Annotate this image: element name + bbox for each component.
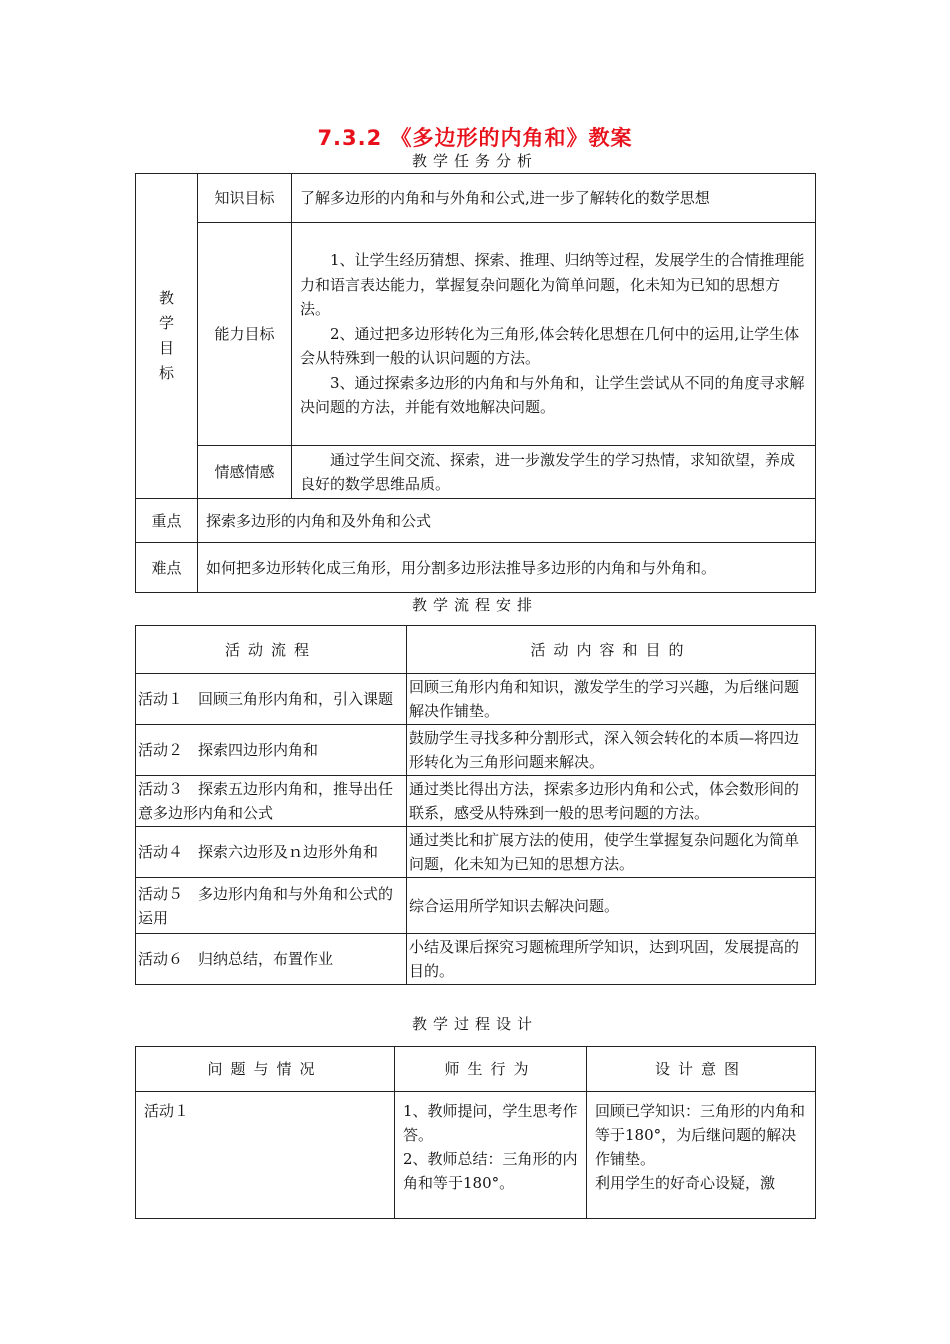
section-heading-task-analysis: 教学任务分析 [411,152,538,170]
flow-activity-cell: 活动１ 回顾三角形内角和，引入课题 [136,674,407,725]
section-heading-flow: 教学流程安排 [411,596,538,614]
process-header-problem: 问题与情况 [136,1047,395,1092]
process-header-actions: 师生行为 [395,1047,587,1092]
knowledge-goal-label: 知识目标 [198,174,292,223]
flow-header-purpose: 活动内容和目的 [407,626,816,674]
flow-purpose-cell: 通过类比得出方法，探索多边形内角和公式，体会数形间的联系，感受从特殊到一般的思考问题的方法。 [407,776,816,827]
flow-purpose-cell: 鼓励学生寻找多种分割形式，深入领会转化的本质—将四边形转化为三角形问题来解决。 [407,725,816,776]
flow-activity-cell: 活动３ 探索五边形内角和，推导出任意多边形内角和公式 [136,776,407,827]
ability-goal-paragraph: 3、通过探索多边形的内角和与外角和，让学生尝试从不同的角度寻求解决问题的方法，并能有效地解决问题。 [300,373,805,417]
flow-purpose-cell: 综合运用所学知识去解决问题。 [407,878,816,934]
flow-purpose-cell: 回顾三角形内角和知识，激发学生的学习兴趣，为后继问题解决作铺垫。 [407,674,816,725]
process-header-intent: 设计意图 [587,1047,816,1092]
flow-purpose-cell: 小结及课后探究习题梳理所学知识，达到巩固，发展提高的目的。 [407,934,816,985]
ability-goal-paragraph: 1、让学生经历猜想、探索、推理、归纳等过程，发展学生的合情推理能力和语言表达能力，掌握复杂问题化为简单问题，化未知为已知的思想方法。 [300,251,805,319]
goals-group-label: 教 学 目 标 [136,174,198,499]
document-title: 7.3.2 《多边形的内角和》教案 [317,126,633,150]
flow-activity-cell: 活动５ 多边形内角和与外角和公式的运用 [136,878,407,934]
flow-activity-cell: 活动４ 探索六边形及ｎ边形外角和 [136,827,407,878]
ability-goal-label: 能力目标 [198,223,292,446]
process-actions-cell: 1、教师提问，学生思考作答。 2、教师总结：三角形的内角和等于180°。 [395,1092,587,1219]
emotion-goal-text: 通过学生间交流、探索，进一步激发学生的学习热情，求知欲望，养成良好的数学思维品质。 [292,446,816,499]
flow-activity-cell: 活动６ 归纳总结，布置作业 [136,934,407,985]
difficulty-text: 如何把多边形转化成三角形，用分割多边形法推导多边形的内角和与外角和。 [198,543,816,593]
emotion-goal-label: 情感情感 [198,446,292,499]
key-point-label: 重点 [136,499,198,543]
process-table [135,1046,816,1219]
process-problem-cell: 活动１ [136,1092,395,1219]
section-heading-process: 教学过程设计 [411,1015,538,1033]
knowledge-goal-text: 了解多边形的内角和与外角和公式,进一步了解转化的数学思想 [292,174,816,223]
ability-goal-paragraph: 2、通过把多边形转化为三角形,体会转化思想在几何中的运用,让学生体会从特殊到一般的认识问题的方法。 [300,324,800,368]
goals-table [135,173,816,593]
key-point-text: 探索多边形的内角和及外角和公式 [198,499,816,543]
flow-header-activity: 活动流程 [136,626,407,674]
ability-goal-text [292,223,816,446]
flow-activity-cell: 活动２ 探索四边形内角和 [136,725,407,776]
flow-table [135,625,816,985]
flow-purpose-cell: 通过类比和扩展方法的使用，使学生掌握复杂问题化为简单问题，化未知为已知的思想方法。 [407,827,816,878]
difficulty-label: 难点 [136,543,198,593]
process-intent-cell: 回顾已学知识：三角形的内角和等于180°，为后继问题的解决作铺垫。 利用学生的好奇心设疑，激 [587,1092,816,1219]
